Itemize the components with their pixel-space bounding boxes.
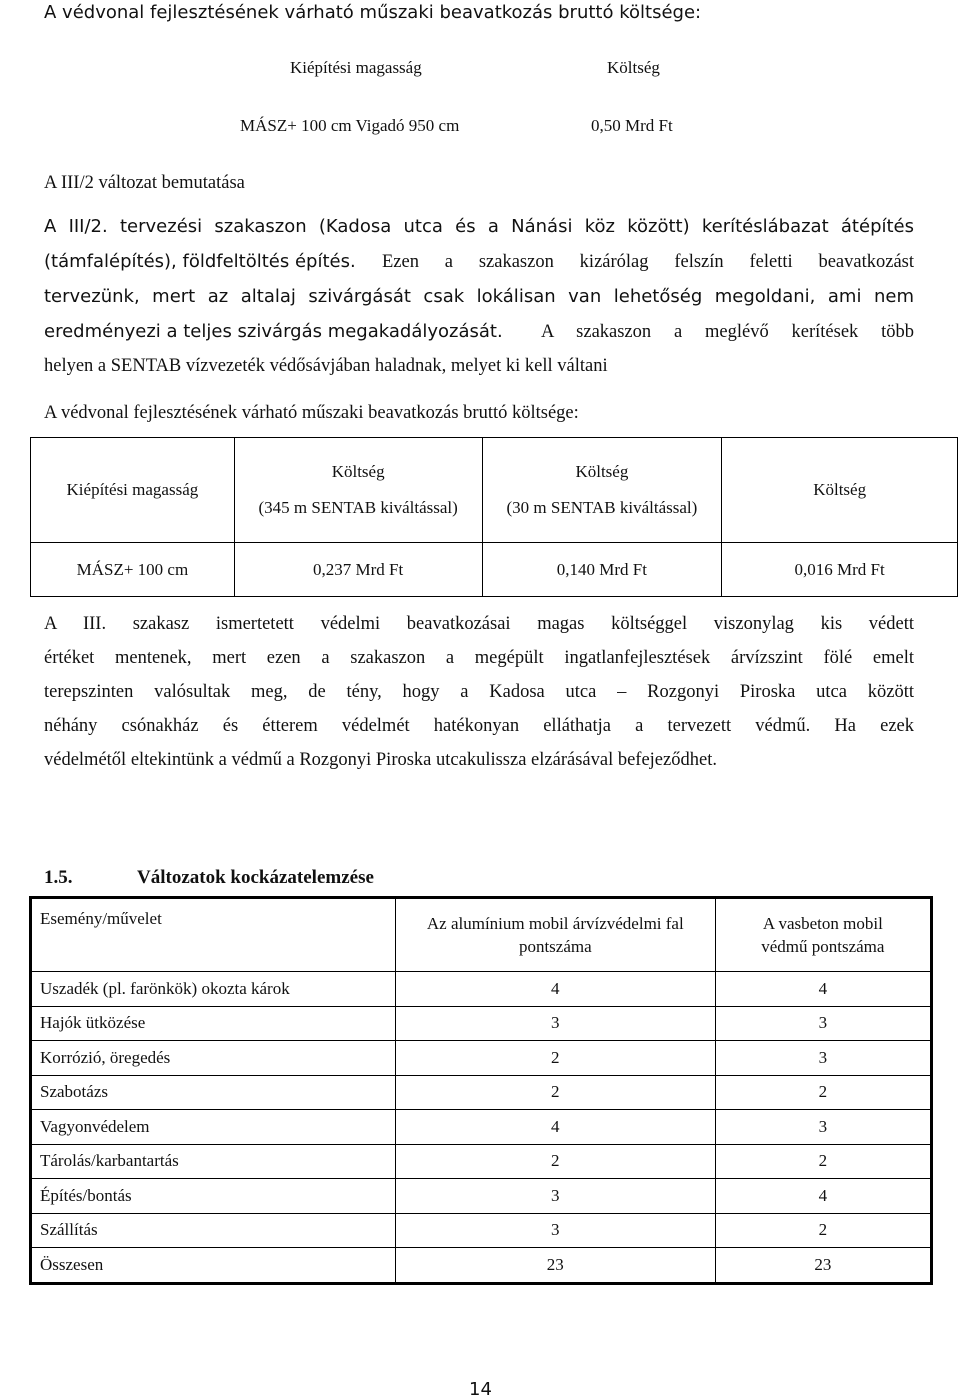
row-concrete-score: 2 (715, 1144, 931, 1179)
row-event: Tárolás/karbantartás (31, 1144, 396, 1179)
risk-table-header (31, 898, 932, 972)
variant-line-3: Ezen a szakaszon kizárólag felszín feletti beavatkozást (382, 252, 914, 272)
table-header-row (31, 438, 958, 543)
row-event: Vagyonvédelem (31, 1110, 396, 1145)
cell-cost-345: 0,237 Mrd Ft (234, 543, 482, 597)
row-aluminium-score: 3 (395, 1213, 715, 1248)
table1-header-height: Kiépítési magasság (290, 58, 422, 77)
table-row (31, 1179, 932, 1214)
row-event: Szabotázs (31, 1075, 396, 1110)
section-title: Változatok kockázatelemzése (137, 867, 374, 888)
risk-table (29, 896, 933, 1285)
sentab-cost-table (30, 437, 958, 597)
variant-line-6: A szakaszon a meglévő kerítések több (541, 322, 914, 342)
table-row (31, 1144, 932, 1179)
table-row (31, 1041, 932, 1076)
row-concrete-score: 2 (715, 1075, 931, 1110)
cell-cost-30: 0,140 Mrd Ft (482, 543, 722, 597)
section3-line-4: néhány csónakház és étterem védelmét hatékonyan elláthatja a tervezett védmű. Ha ezek (44, 716, 914, 736)
row-aluminium-score: 4 (395, 972, 715, 1007)
row-aluminium-score: 23 (395, 1248, 715, 1284)
row-event: Hajók ütközése (31, 1006, 396, 1041)
section3-line-3: terepszinten valósultak meg, de tény, hogy a Kadosa utca – Rozgonyi Piroska utca között (44, 682, 914, 702)
table-row (31, 543, 958, 597)
section3-line-2: értéket mentenek, mert ezen a szakaszon a megépült ingatlanfejlesztések árvízszint fölé emelt (44, 648, 914, 668)
section3-line-5: védelmétől eltekintünk a védmű a Rozgonyi Piroska utcakulissza elzárásával befejeződhet. (44, 750, 717, 770)
table-row (31, 1110, 932, 1145)
header-event: Esemény/művelet (31, 898, 396, 972)
row-event: Korrózió, öregedés (31, 1041, 396, 1076)
page-number: 14 (469, 1379, 492, 1400)
table-row (31, 972, 932, 1007)
table-row (31, 1213, 932, 1248)
row-concrete-score: 3 (715, 1110, 931, 1145)
row-event: Összesen (31, 1248, 396, 1284)
header-cost-30: Költség (30 m SENTAB kiváltással) (482, 438, 722, 543)
row-aluminium-score: 2 (395, 1041, 715, 1076)
cost-paragraph-2: A védvonal fejlesztésének várható műszaki beavatkozás bruttó költsége: (44, 403, 579, 423)
header-height: Kiépítési magasság (31, 438, 235, 543)
header-aluminium: Az alumínium mobil árvízvédelmi fal pontszáma (395, 898, 715, 972)
variant-line-2: (támfalépítés), földfeltöltés építés. (44, 251, 356, 272)
header-cost: Költség (722, 438, 958, 543)
row-concrete-score: 2 (715, 1213, 931, 1248)
header-concrete: A vasbeton mobil védmű pontszáma (715, 898, 931, 972)
variant-line-7: helyen a SENTAB vízvezeték védősávjában haladnak, melyet ki kell váltani (44, 356, 608, 376)
row-event: Építés/bontás (31, 1179, 396, 1214)
section-number: 1.5. (44, 867, 73, 888)
row-aluminium-score: 3 (395, 1006, 715, 1041)
variant-line-5: eredményezi a teljes szivárgás megakadályozását. (44, 321, 503, 342)
section3-line-1: A III. szakasz ismertetett védelmi beavatkozásai magas költséggel viszonylag kis védett (44, 614, 914, 634)
row-concrete-score: 3 (715, 1006, 931, 1041)
row-concrete-score: 3 (715, 1041, 931, 1076)
table1-header-cost: Költség (607, 58, 660, 77)
variant-line-1: A III/2. tervezési szakaszon (Kadosa utca és a Nánási köz között) kerítéslábazat átépítés (44, 216, 914, 237)
row-concrete-score: 23 (715, 1248, 931, 1284)
row-aluminium-score: 3 (395, 1179, 715, 1214)
intro-paragraph: A védvonal fejlesztésének várható műszaki beavatkozás bruttó költsége: (44, 2, 702, 23)
header-cost-345: Költség (345 m SENTAB kiváltással) (234, 438, 482, 543)
row-event: Uszadék (pl. farönkök) okozta károk (31, 972, 396, 1007)
variant-line-4: tervezünk, mert az altalaj szivárgását csak lokálisan van lehetőség megoldani, ami nem (44, 286, 914, 307)
variant-title: A III/2 változat bemutatása (44, 173, 245, 193)
table1-row-value: 0,50 Mrd Ft (591, 116, 673, 135)
row-concrete-score: 4 (715, 972, 931, 1007)
row-aluminium-score: 4 (395, 1110, 715, 1145)
cell-height: MÁSZ+ 100 cm (31, 543, 235, 597)
table-row-total (31, 1248, 932, 1284)
row-aluminium-score: 2 (395, 1144, 715, 1179)
table1-row-label: MÁSZ+ 100 cm Vigadó 950 cm (240, 116, 460, 135)
row-aluminium-score: 2 (395, 1075, 715, 1110)
cell-cost: 0,016 Mrd Ft (722, 543, 958, 597)
table-row (31, 1006, 932, 1041)
table-row (31, 1075, 932, 1110)
row-event: Szállítás (31, 1213, 396, 1248)
row-concrete-score: 4 (715, 1179, 931, 1214)
